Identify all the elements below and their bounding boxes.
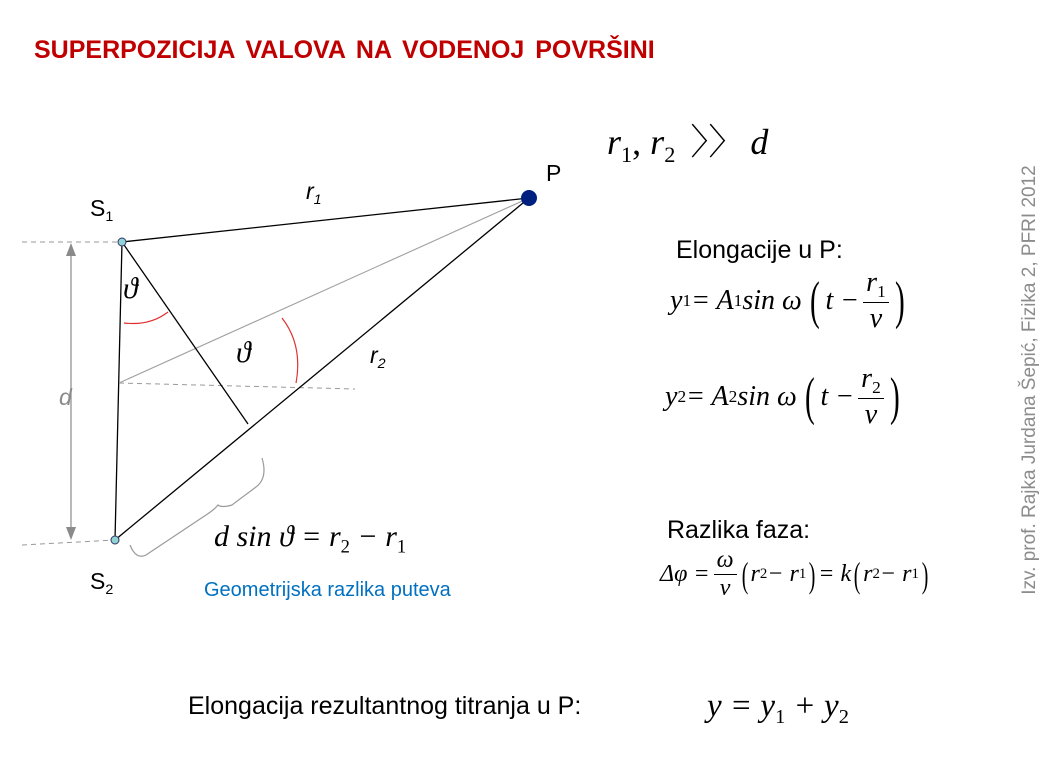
angle-arc-top [124, 312, 168, 324]
source-s2-point [111, 536, 119, 544]
label-d: d [59, 384, 72, 410]
label-theta-middle: ϑ [236, 336, 251, 369]
label-r2: $r_2$ [370, 342, 386, 372]
source-s1-point [118, 238, 126, 246]
result-formula: $y = y_1 + y_2$ [707, 688, 849, 729]
y2-formula: y 2 = A 2 sin ω ( t − $\frac{r_2}{v}$ ) [665, 363, 900, 431]
phase-heading: Razlika faza: [667, 516, 811, 544]
source-separation-line [115, 242, 122, 540]
phase-difference-formula: Δφ = $\frac{\omega}{v}$ ( r 2 − r 1 ) = k ( r 2 − r 1 ) [660, 547, 929, 602]
result-label: Elongacija rezultantnog titranja u P: [188, 692, 582, 720]
r2-line [115, 198, 529, 540]
label-p: P [546, 160, 562, 186]
label-s2: $S_2$ [90, 568, 114, 598]
guide-line-bottom [22, 540, 115, 545]
y1-formula: y 1 = A 1 sin ω ( t − $\frac{r_1}{v}$ ) [670, 267, 905, 335]
elongations-heading: Elongacije u P: [676, 236, 843, 264]
midline-dashed [119, 383, 355, 389]
label-theta-top: ϑ [123, 272, 138, 305]
label-r1: $r_1$ [306, 178, 322, 208]
path-difference-formula: d $\sin ϑ = r_2 - r_1$ [214, 520, 407, 558]
r1-line [122, 198, 529, 242]
condition-formula: $r_1$, $r_2$ 〉〉 d [607, 122, 769, 167]
d-arrow-down-icon [66, 527, 76, 540]
angle-arc-middle [282, 318, 298, 383]
label-s1: $S_1$ [90, 195, 114, 225]
midline-to-P [119, 198, 529, 383]
slide-title: SUPERPOZICIJA VALOVA NA VODENOJ POVRŠINI [34, 36, 655, 64]
point-p [521, 190, 537, 206]
path-difference-caption: Geometrijska razlika puteva [204, 579, 451, 601]
d-arrow-up-icon [66, 243, 76, 256]
author-credit: Izv. prof. Rajka Jurdana Šepić, Fizika 2, PFRI 2012 [1019, 165, 1040, 595]
